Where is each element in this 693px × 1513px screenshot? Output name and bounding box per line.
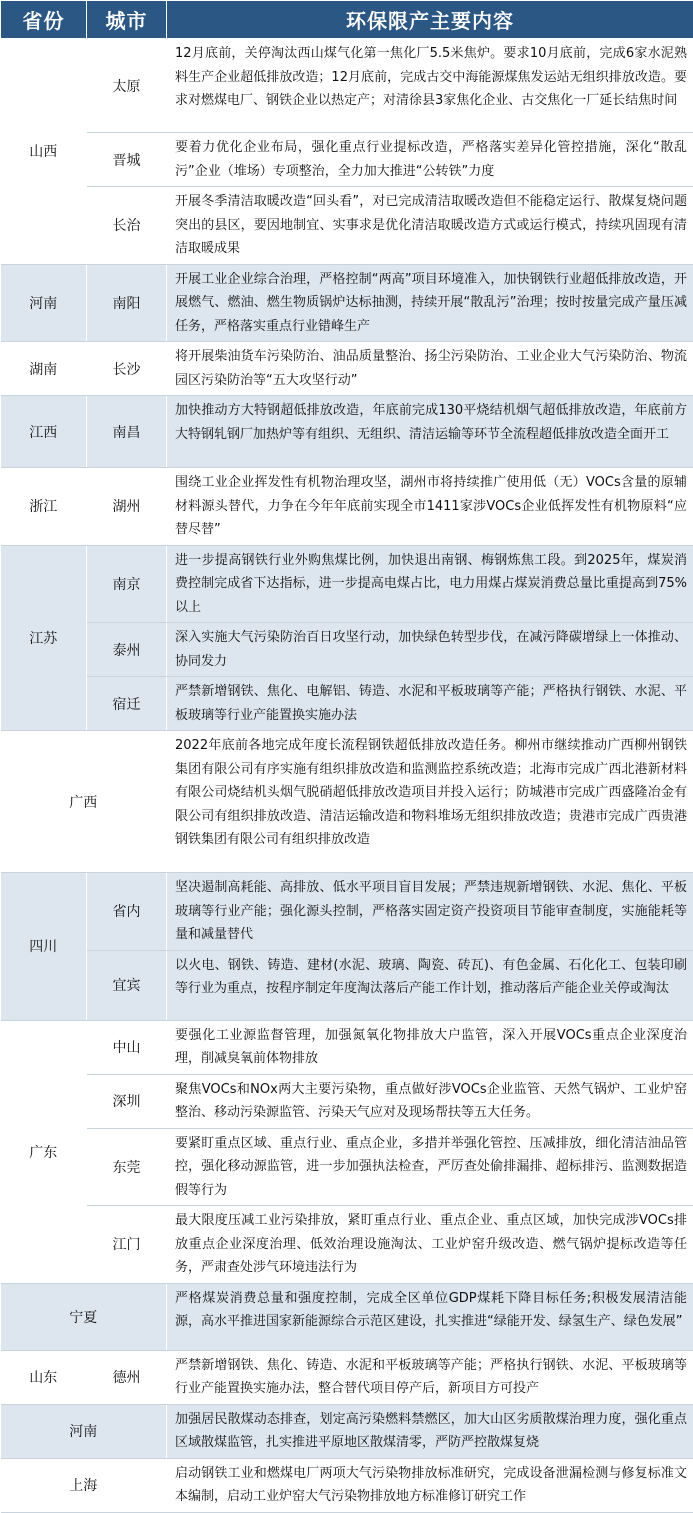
city-cell: 长治 [87, 187, 167, 265]
city-cell: 长沙 [87, 342, 167, 396]
content-cell: 启动钢铁工业和燃煤电厂两项大气污染物排放标准研究，完成设备泄漏检测与修复标准文本编制，启动工业炉窑大气污染物排放地方标准修订研究工作 [167, 1458, 693, 1512]
city-cell: 德州 [87, 1350, 167, 1404]
table-row [1, 1128, 693, 1206]
content-cell: 聚焦VOCs和NOx两大主要污染物，重点做好涉VOCs企业监管、天然气锅炉、工业炉窑整治、移动污染源监管、污染天气应对及现场帮扶等五大任务。 [167, 1074, 693, 1128]
province-cell: 湖南 [1, 342, 87, 396]
content-cell: 严禁新增钢铁、焦化、铸造、水泥和平板玻璃等产能；严格执行钢铁、水泥、平板玻璃等行业产能置换实施办法，整合替代项目停产后，新项目方可投产 [167, 1350, 693, 1404]
table-row [1, 545, 693, 623]
city-cell: 省内 [87, 873, 167, 951]
city-cell: 南京 [87, 545, 167, 623]
province-cell: 河南 [1, 1404, 167, 1458]
content-header: 环保限产主要内容 [167, 1, 693, 39]
content-cell: 围绕工业企业挥发性有机物治理攻坚，湖州市将持续推广使用低（无）VOCs含量的原辅材料源头替代，力争在今年年底前实现全市1411家涉VOCs企业低挥发性有机物原料“应替尽替” [167, 468, 693, 546]
table-row [1, 1206, 693, 1284]
content-cell: 加快推动方大特钢超低排放改造，年底前完成130平烧结机烟气超低排放改造，年底前方大特钢轧钢厂加热炉等有组织、无组织、清洁运输等环节全流程超低排放改造全面开工 [167, 396, 693, 468]
city-cell: 宿迁 [87, 677, 167, 731]
city-cell: 宜宾 [87, 950, 167, 1020]
table-row [1, 731, 693, 873]
province-cell: 江苏 [1, 545, 87, 731]
table-row [1, 677, 693, 731]
province-cell: 四川 [1, 873, 87, 1021]
province-cell: 广东 [1, 1020, 87, 1283]
table-row [1, 1283, 693, 1350]
city-cell: 南阳 [87, 264, 167, 342]
city-cell: 江门 [87, 1206, 167, 1284]
table-row [1, 264, 693, 342]
city-cell: 湖州 [87, 468, 167, 546]
table-row [1, 187, 693, 265]
content-cell: 开展工业企业综合治理，严格控制“两高”项目环境准入，加快钢铁行业超低排放改造，开展燃气、燃油、燃生物质锅炉达标抽测，持续开展“散乱污”治理；按时按量完成产量压减任务，严格落实重点行业错峰生产 [167, 264, 693, 342]
city-cell: 中山 [87, 1020, 167, 1074]
province-cell: 上海 [1, 1458, 167, 1512]
table-row [1, 1020, 693, 1074]
table-row [1, 39, 693, 133]
table-row [1, 1074, 693, 1128]
table-row [1, 468, 693, 546]
content-cell: 将开展柴油货车污染防治、油品质量整治、扬尘污染防治、工业企业大气污染防治、物流园区污染防治等“五大攻坚行动” [167, 342, 693, 396]
province-cell: 山西 [1, 39, 87, 265]
content-cell: 严禁新增钢铁、焦化、电解铝、铸造、水泥和平板玻璃等产能；严格执行钢铁、水泥、平板玻璃等行业产能置换实施办法 [167, 677, 693, 731]
city-cell: 深圳 [87, 1074, 167, 1128]
city-cell: 太原 [87, 39, 167, 133]
city-cell: 泰州 [87, 623, 167, 677]
content-cell: 以火电、钢铁、铸造、建材(水泥、玻璃、陶瓷、砖瓦)、有色金属、石化化工、包装印刷等行业为重点，按程序制定年度淘汰落后产能工作计划，推动落后产能企业关停或淘汰 [167, 950, 693, 1020]
content-cell: 要强化工业源监督管理，加强氮氧化物排放大户监管，深入开展VOCs重点企业深度治理，削减臭氧前体物排放 [167, 1020, 693, 1074]
table-row [1, 873, 693, 951]
content-cell: 最大限度压减工业污染排放，紧盯重点行业、重点企业、重点区域，加快完成涉VOCs排放重点企业深度治理、低效治理设施淘汰、工业炉窑升级改造、燃气锅炉提标改造等任务，严肃查处涉气环境违法行为 [167, 1206, 693, 1284]
content-cell: 进一步提高钢铁行业外购焦煤比例，加快退出南钢、梅钢炼焦工段。到2025年，煤炭消费控制完成省下达指标，进一步提高电煤占比，电力用煤占煤炭消费总量比重提高到75%以上 [167, 545, 693, 623]
province-cell: 浙江 [1, 468, 87, 546]
content-cell: 12月底前，关停淘汰西山煤气化第一焦化厂5.5米焦炉。要求10月底前，完成6家水泥熟料生产企业超低排放改造；12月底前，完成古交中海能源煤焦发运站无组织排放改造。要求对燃煤电厂、钢铁企业以热定产；对清徐县3家焦化企业、古交焦化一厂延长结焦时间 [167, 39, 693, 133]
content-cell: 要着力优化企业布局，强化重点行业提标改造，严格落实差异化管控措施，深化“散乱污”企业（堆场）专项整治，全力加大推进“公转铁”力度 [167, 133, 693, 187]
province-cell: 宁夏 [1, 1283, 167, 1350]
table-row [1, 950, 693, 1020]
province-cell: 山东 [1, 1350, 87, 1404]
province-header: 省份 [1, 1, 87, 39]
content-cell: 深入实施大气污染防治百日攻坚行动，加快绿色转型步伐，在减污降碳增绿上一体推动、协同发力 [167, 623, 693, 677]
province-cell: 江西 [1, 396, 87, 468]
city-cell: 南昌 [87, 396, 167, 468]
table-row [1, 1350, 693, 1404]
table-row [1, 1404, 693, 1458]
content-cell: 加强居民散煤动态排查，划定高污染燃料禁燃区，加大山区劣质散煤治理力度，强化重点区域散煤监管，扎实推进平原地区散煤清零，严防严控散煤复烧 [167, 1404, 693, 1458]
province-cell: 广西 [1, 731, 167, 873]
city-cell: 东莞 [87, 1128, 167, 1206]
table-row [1, 396, 693, 468]
content-cell: 2022年底前各地完成年度长流程钢铁超低排放改造任务。柳州市继续推动广西柳州钢铁集团有限公司有序实施有组织排放改造和监测监控系统改造；北海市完成广西北港新材料有限公司烧结机头烟气脱硝超低排放改造项目并投入运行；防城港市完成广西盛隆冶金有限公司有组织排放改造、清洁运输改造和物料堆场无组织排放改造；贵港市完成广西贵港钢铁集团有限公司有组织排放改造 [167, 731, 693, 873]
content-cell: 严格煤炭消费总量和强度控制，完成全区单位GDP煤耗下降目标任务;积极发展清洁能源，高水平推进国家新能源综合示范区建设，扎实推进“绿能开发、绿氢生产、绿色发展” [167, 1283, 693, 1350]
content-cell: 要紧盯重点区域、重点行业、重点企业，多措并举强化管控、压减排放，细化清洁油品管控，强化移动源监管，进一步加强执法检查，严厉查处偷排漏排、超标排污、监测数据造假等行为 [167, 1128, 693, 1206]
city-header: 城市 [87, 1, 167, 39]
header-row [1, 1, 693, 39]
table-row [1, 133, 693, 187]
table-row [1, 623, 693, 677]
content-cell: 开展冬季清洁取暖改造“回头看”，对已完成清洁取暖改造但不能稳定运行、散煤复烧问题突出的县区，要因地制宜、实事求是优化清洁取暖改造方式或运行模式，持续巩固现有清洁取暖成果 [167, 187, 693, 265]
content-cell: 坚决遏制高耗能、高排放、低水平项目盲目发展；严禁违规新增钢铁、水泥、焦化、平板玻璃等行业产能；强化源头控制，严格落实固定资产投资项目节能审查制度，实施能耗等量和减量替代 [167, 873, 693, 951]
table-row [1, 342, 693, 396]
city-cell: 晋城 [87, 133, 167, 187]
table-row [1, 1458, 693, 1512]
province-cell: 河南 [1, 264, 87, 342]
